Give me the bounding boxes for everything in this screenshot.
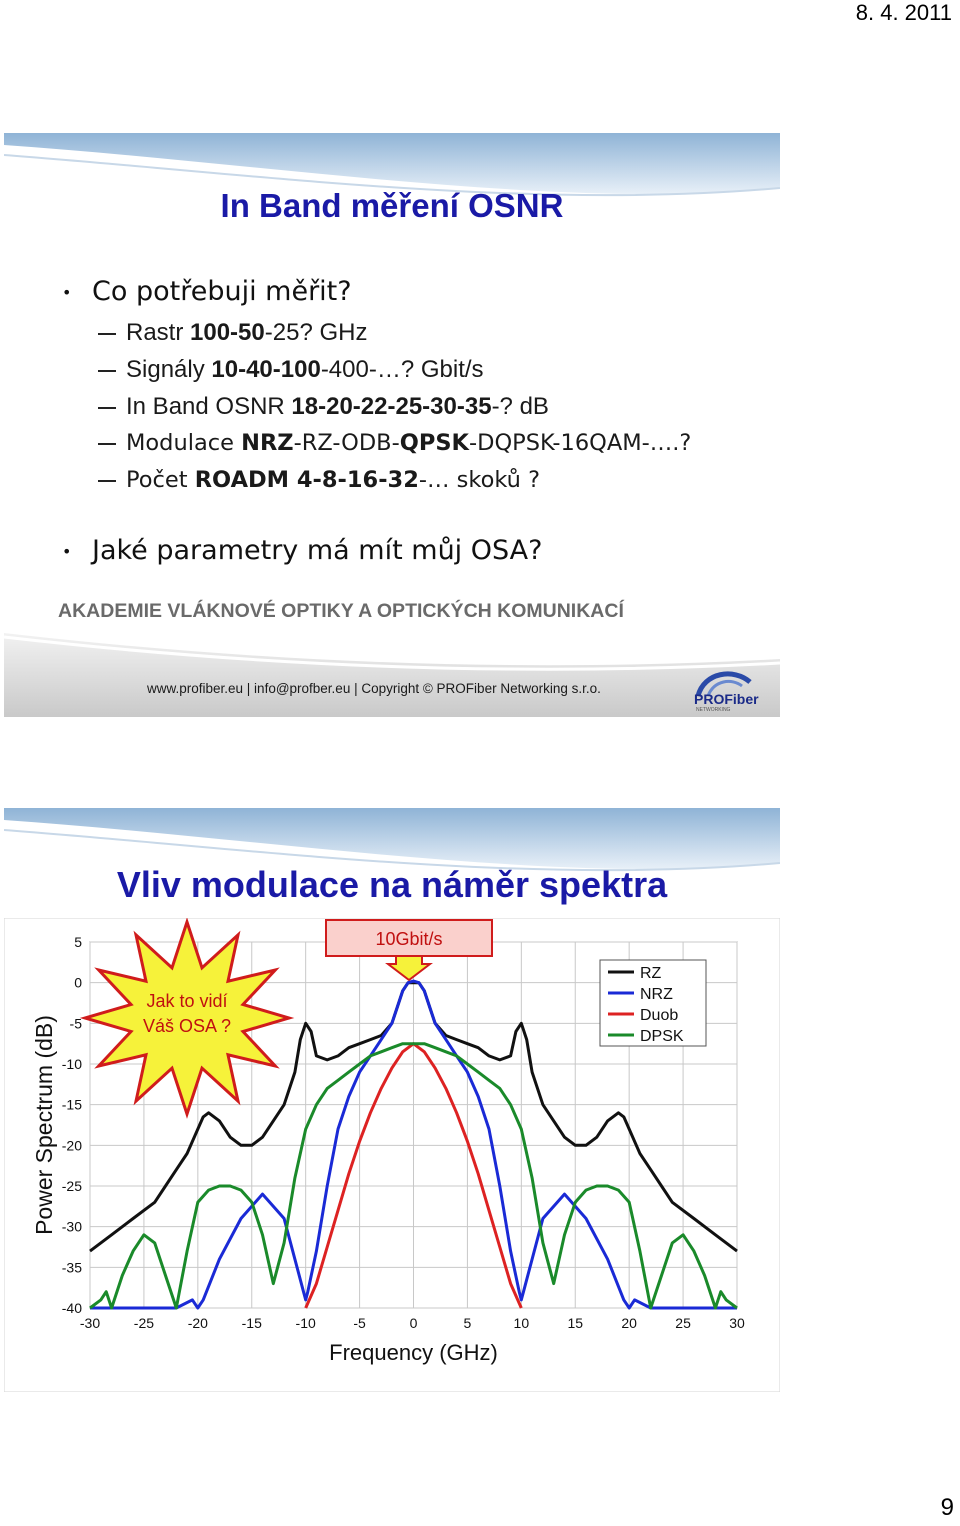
slide-title: Vliv modulace na náměr spektra (116, 864, 668, 905)
x-tick-label: 25 (675, 1315, 691, 1331)
legend-label: DPSK (640, 1028, 684, 1045)
y-tick-label: -35 (61, 1259, 82, 1276)
bullet-item: • Co potřebuji měřit? (62, 276, 352, 307)
x-tick-label: -10 (295, 1315, 316, 1331)
x-tick-label: 5 (463, 1315, 472, 1331)
x-tick-label: 20 (621, 1315, 637, 1331)
legend-label: NRZ (640, 986, 673, 1003)
starburst-line: Váš OSA ? (142, 1016, 232, 1036)
x-tick-label: 30 (729, 1315, 745, 1331)
x-axis-label: Frequency (GHz) (329, 1340, 498, 1365)
academy-caption: AKADEMIE VLÁKNOVÉ OPTIKY A OPTICKÝCH KOMUNIKACÍ (58, 600, 624, 622)
sub-item: Modulace NRZ-RZ-ODB-QPSK-DQPSK-16QAM-….? (98, 430, 691, 457)
footer-contact: www.profiber.eu | info@profber.eu | Copyright © PROFiber Networking s.r.o. (147, 681, 601, 696)
legend-label: RZ (640, 965, 662, 982)
x-tick-label: -5 (353, 1315, 366, 1331)
profiber-logo (690, 666, 768, 712)
x-tick-label: -20 (187, 1315, 208, 1331)
slide-title: In Band měření OSNR (220, 187, 564, 224)
slide-osnr (4, 133, 780, 717)
y-tick-label: -40 (61, 1300, 82, 1316)
x-tick-label: 15 (567, 1315, 584, 1331)
y-tick-label: -30 (61, 1218, 82, 1235)
svg-text:PROFiber: PROFiber (694, 691, 759, 707)
legend-label: Duob (640, 1007, 679, 1024)
page-number: 9 (940, 1494, 954, 1521)
y-tick-label: -20 (61, 1137, 82, 1154)
sub-item: Signály 10-40-100-400-…? Gbit/s (98, 356, 484, 385)
y-tick-label: -5 (69, 1015, 82, 1032)
sub-item: Počet ROADM 4-8-16-32-… skoků ? (98, 467, 540, 494)
power-spectrum-chart (4, 918, 780, 1392)
bullet-item: • Jaké parametry má mít můj OSA? (62, 535, 543, 566)
rate-callout-label: 10Gbit/s (375, 929, 443, 949)
sub-item: In Band OSNR 18-20-22-25-30-35-? dB (98, 393, 549, 422)
x-tick-label: -30 (79, 1315, 101, 1331)
sub-item: Rastr 100-50-25? GHz (98, 319, 367, 348)
starburst-line: Jak to vidí (146, 991, 228, 1011)
slide-modulation (4, 808, 780, 1392)
x-tick-label: -15 (241, 1315, 262, 1331)
y-axis-label: Power Spectrum (dB) (31, 1015, 57, 1235)
x-tick-label: 10 (513, 1315, 530, 1331)
x-tick-label: -25 (133, 1315, 155, 1331)
y-tick-label: 0 (74, 974, 82, 991)
footer-wave-band (4, 633, 780, 717)
y-tick-label: -15 (61, 1096, 82, 1113)
x-tick-label: 0 (409, 1315, 418, 1331)
header-date: 8. 4. 2011 (855, 0, 952, 25)
y-tick-label: 5 (74, 934, 82, 950)
svg-text:NETWORKING: NETWORKING (696, 707, 731, 712)
y-tick-label: -10 (61, 1056, 82, 1072)
y-tick-label: -25 (61, 1178, 82, 1194)
